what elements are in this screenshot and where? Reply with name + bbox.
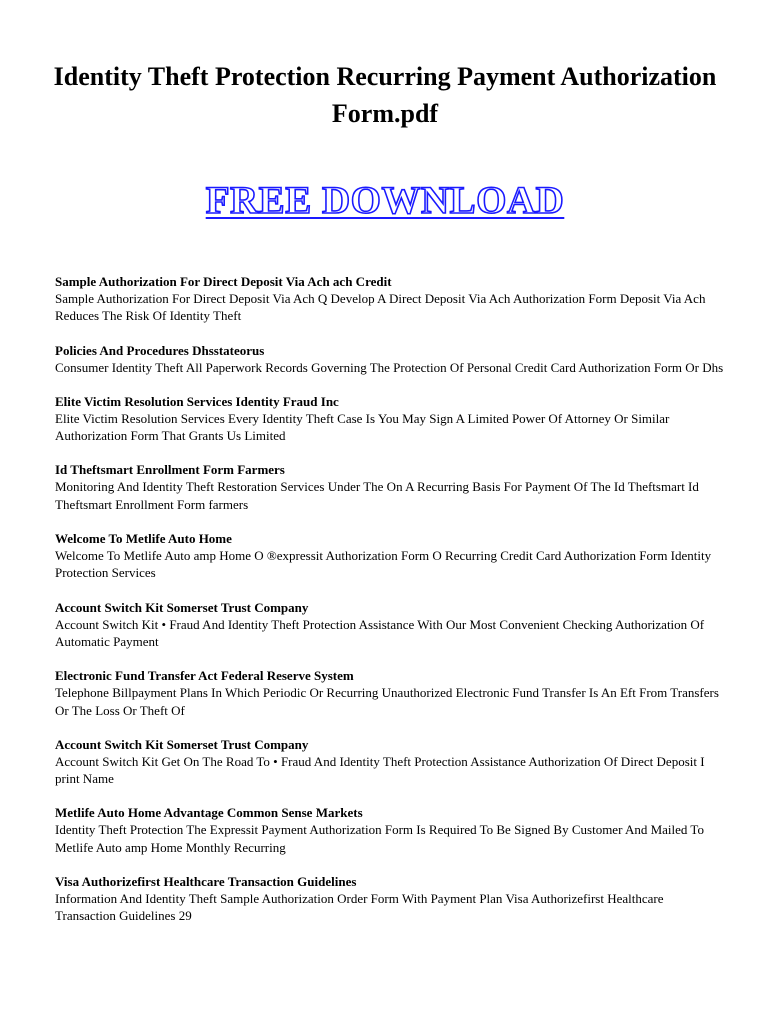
entry-description: Consumer Identity Theft All Paperwork Records Governing The Protection Of Personal Credit Card Authorization Form Or Dhs — [55, 359, 724, 375]
list-item — [55, 804, 725, 856]
entry-title: Policies And Procedures Dhsstateorus — [55, 342, 265, 358]
entry-description: Monitoring And Identity Theft Restoration Services Under The On A Recurring Basis For Payment Of The Id Theftsmart Id Theftsmart Enrollment Form farmers — [55, 479, 699, 512]
entry-description: Identity Theft Protection The Expressit Payment Authorization Form Is Required To Be Signed By Customer And Mailed To Metlife Auto amp Home Monthly Recurring — [55, 822, 704, 855]
entry-title: Electronic Fund Transfer Act Federal Reserve System — [55, 668, 354, 684]
free-download-label[interactable]: FREE DOWNLOAD — [205, 179, 565, 222]
document-title: Identity Theft Protection Recurring Payment Authorization Form.pdf — [53, 62, 717, 128]
entry-title: Account Switch Kit Somerset Trust Company — [55, 736, 309, 752]
entry-title: Visa Authorizefirst Healthcare Transaction Guidelines — [55, 874, 357, 890]
list-item — [55, 530, 725, 582]
list-item — [55, 599, 725, 651]
entry-list — [55, 273, 725, 942]
list-item — [55, 667, 725, 719]
list-item — [55, 342, 725, 376]
entry-description: Telephone Billpayment Plans In Which Periodic Or Recurring Unauthorized Electronic Fund Transfer Is An Eft From Transfers Or The Loss Or Theft Of — [55, 685, 719, 718]
entry-description: Sample Authorization For Direct Deposit Via Ach Q Develop A Direct Deposit Via Ach Authorization Form Deposit Via Ach Reduces The Risk Of Identity Theft — [55, 291, 706, 324]
entry-description: Elite Victim Resolution Services Every Identity Theft Case Is You May Sign A Limited Power Of Attorney Or Similar Authorization Form That Grants Us Limited — [55, 410, 670, 444]
entry-description: Welcome To Metlife Auto amp Home O ®expressit Authorization Form O Recurring Credit Card Authorization Form Identity Protection Services — [55, 548, 712, 581]
entry-description: Information And Identity Theft Sample Authorization Order Form With Payment Plan Visa Authorizefirst Healthcare Transaction Guidelines 29 — [55, 891, 664, 924]
entry-title: Id Theftsmart Enrollment Form Farmers — [55, 462, 285, 478]
entry-title: Metlife Auto Home Advantage Common Sense Markets — [55, 805, 363, 821]
list-item — [55, 736, 725, 788]
list-item — [55, 873, 725, 925]
entry-title: Elite Victim Resolution Services Identity Fraud Inc — [55, 393, 339, 409]
list-item — [55, 461, 725, 513]
entry-title: Account Switch Kit Somerset Trust Company — [55, 599, 309, 615]
free-download-link[interactable] — [0, 178, 770, 223]
entry-title: Sample Authorization For Direct Deposit Via Ach ach Credit — [55, 274, 392, 289]
list-item — [55, 393, 725, 445]
list-item — [55, 273, 725, 325]
entry-title: Welcome To Metlife Auto Home — [55, 531, 232, 547]
entry-description: Account Switch Kit • Fraud And Identity Theft Protection Assistance With Our Most Convenient Checking Authorization Of Automatic Payment — [55, 616, 705, 649]
entry-description: Account Switch Kit Get On The Road To • Fraud And Identity Theft Protection Assistance Authorization Of Direct Deposit I print Name — [55, 753, 705, 787]
